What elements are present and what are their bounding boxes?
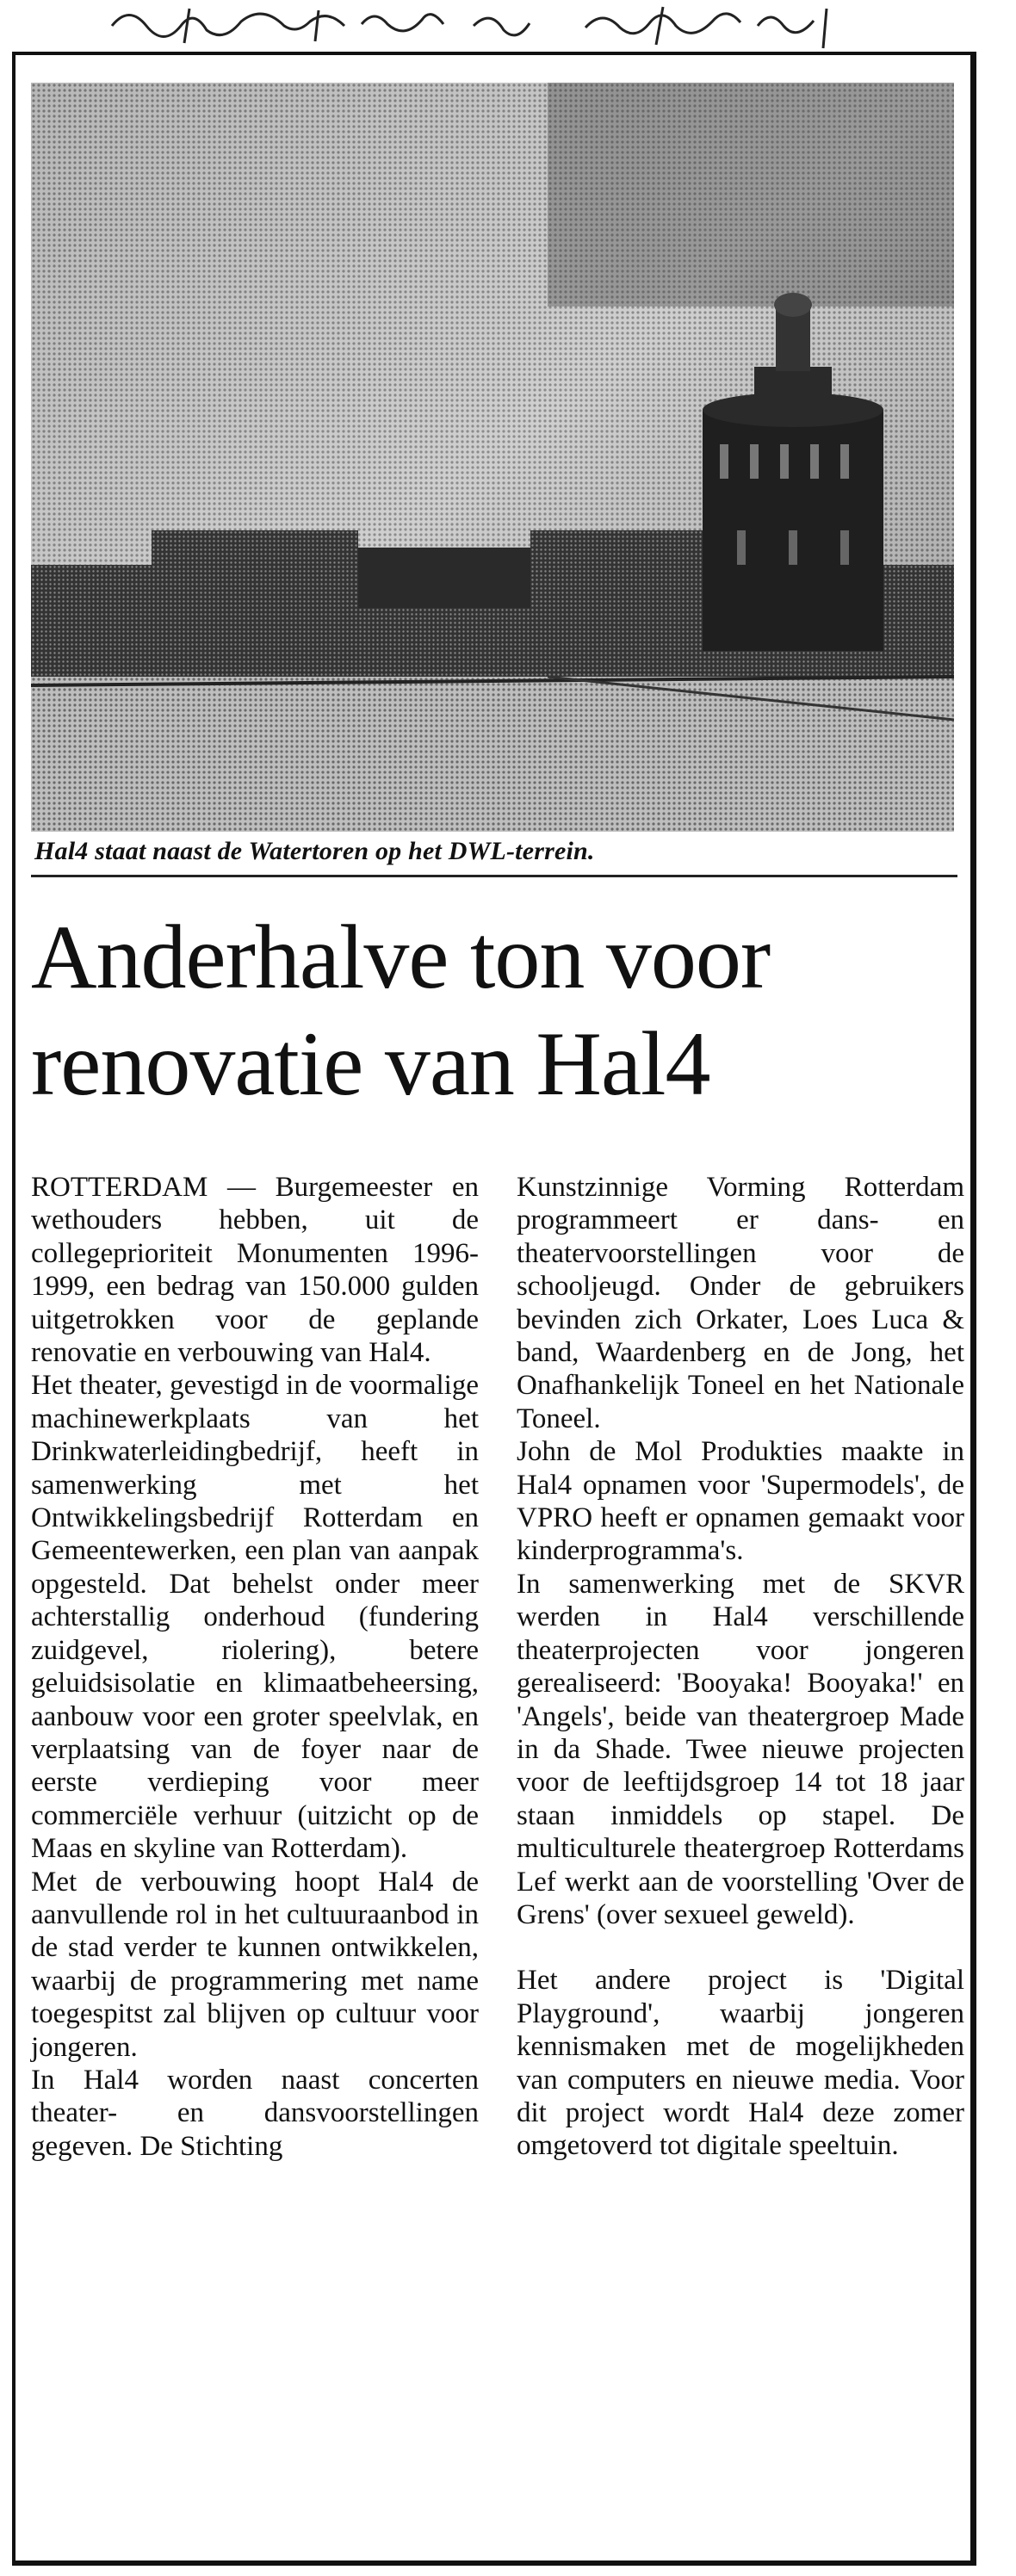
article-headline — [31, 904, 961, 1118]
headline-line-1: Anderhalve ton voor — [31, 907, 771, 1007]
article-paragraph: ROTTERDAM — Burgemeester en wethouders hebben, uit de collegeprioriteit Monumenten 1996-1999, een bedrag van 150.000 gulden uitgetrokken voor de geplande renovatie en verbouwing van Hal4. — [31, 1172, 479, 1369]
article-paragraph: In Hal4 worden naast concerten theater- en dansvoorstellingen gegeven. De Stichting — [31, 2064, 479, 2162]
caption-divider — [31, 875, 957, 877]
handwritten-note — [103, 0, 861, 52]
photo-caption: Hal4 staat naast de Watertoren op het DWL-terrein. — [34, 837, 595, 865]
paragraph-spacer — [517, 1931, 964, 1964]
article-paragraph: Het theater, gevestigd in de voormalige machinewerkplaats van het Drinkwaterleidingbedrijf, heeft in samenwerking met het Ontwikkelingsbedrijf Rotterdam en Gemeentewerken, een plan van aanpak opgesteld. Dat behelst onder meer achterstallig onderhoud (fundering zuidgevel, riolering), betere geluidsisolatie en klimaatbeheersing, aanbouw voor een groter speelvlak, en verplaatsing van de foyer naar de eerste verdieping voor meer commerciële verhuur (uitzicht op de Maas en skyline van Rotterdam). — [31, 1370, 479, 1865]
scribble-icon — [103, 0, 861, 52]
headline-line-2: renovatie van Hal4 — [31, 1013, 710, 1114]
article-paragraph: In samenwerking met de SKVR werden in Hal4 verschillende theaterprojecten voor jongeren gerealiseerd: 'Booyaka! Booyaka!' en 'Angels', beide van theatergroep Made in da Shade. Twee nieuwe projecten voor de leeftijdsgroep 14 tot 18 jaar staan inmiddels op stapel. De multiculturele theatergroep Rotterdams Lef werkt aan de voorstelling 'Over de Grens' (over sexueel geweld). — [517, 1568, 964, 1930]
article-paragraph: Het andere project is 'Digital Playground', waarbij jongeren kennismaken met de mogelijkheden van computers en nieuwe media. Voor dit project wordt Hal4 deze zomer omgetoverd tot digitale speeltuin. — [517, 1965, 964, 2162]
article-paragraph: John de Mol Produkties maakte in Hal4 opnamen voor 'Supermodels', de VPRO heeft er opnamen gemaakt voor kinderprogramma's. — [517, 1436, 964, 1567]
article-column-right — [517, 1171, 964, 2163]
article-photo — [31, 83, 954, 832]
newspaper-photo-watertower-icon — [31, 83, 954, 832]
article-column-left — [31, 1171, 479, 2163]
article-paragraph: Met de verbouwing hoopt Hal4 de aanvullende rol in het cultuuraanbod in de stad verder te kunnen ontwikkelen, waarbij de programmering met name toegespitst zal blijven op cultuur voor jongeren. — [31, 1866, 479, 2063]
article-paragraph: Kunstzinnige Vorming Rotterdam programmeert er dans- en theatervoorstellingen voor de schooljeugd. Onder de gebruikers bevinden zich Orkater, Loes Luca & band, Waardenberg en de Jong, het Onafhankelijk Toneel en het Nationale Toneel. — [517, 1172, 964, 1434]
